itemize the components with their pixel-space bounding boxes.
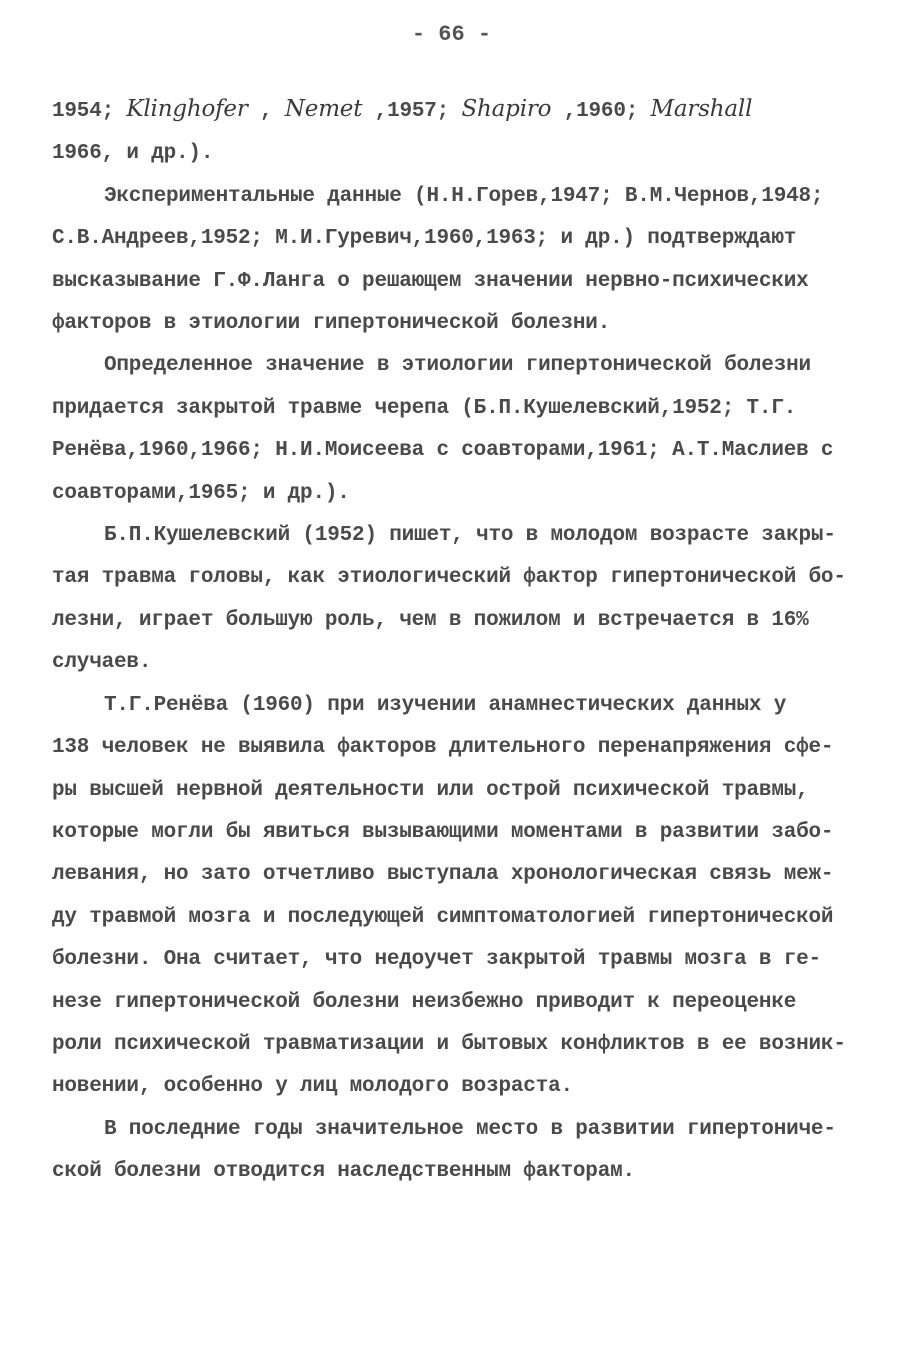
paragraph-start-trauma: Определенное значение в этиологии гипертонической болезни xyxy=(104,354,811,378)
year-1957: ,1957; xyxy=(374,100,450,123)
text-line-22: незе гипертонической болезни неизбежно приводит к переоценке xyxy=(52,990,797,1014)
handwritten-nemet: Nemet xyxy=(284,96,363,122)
paragraph-start-heredity: В последние годы значительное место в развитии гипертониче- xyxy=(104,1117,836,1141)
text-line-04: С.В.Андреев,1952; М.И.Гуревич,1960,1963; и др.) подтверждают xyxy=(52,227,797,251)
year-1954: 1954; xyxy=(52,100,115,123)
text-line-21: болезни. Она считает, что недоучет закрытой травмы мозга в ге- xyxy=(52,948,821,972)
paragraph-start-experimental: Экспериментальные данные (Н.Н.Горев,1947; В.М.Чернов,1948; xyxy=(104,184,824,208)
text-line-14: случаев. xyxy=(52,651,152,675)
year-1960: ,1960; xyxy=(563,100,639,123)
handwritten-marshall: Marshall xyxy=(650,96,753,122)
text-line-08: придается закрытой травме черепа (Б.П.Кушелевский,1952; Т.Г. xyxy=(52,396,797,420)
text-line-02: 1966, и др.). xyxy=(52,142,214,166)
text-line-17: ры высшей нервной деятельности или острой психической травмы, xyxy=(52,778,809,802)
text-line-13: лезни, играет большую роль, чем в пожилом и встречается в 16% xyxy=(52,608,809,632)
handwritten-klinghofer: Klinghofer xyxy=(126,96,248,122)
text-line-19: левания, но зато отчетливо выступала хронологическая связь меж- xyxy=(52,863,834,887)
text-line-16: 138 человек не выявила факторов длительного перенапряжения сфе- xyxy=(52,736,834,760)
text-line-23: роли психической травматизации и бытовых конфликтов в ее возник- xyxy=(52,1032,846,1056)
separator-comma: , xyxy=(260,100,273,123)
page-number: - 66 - xyxy=(411,22,492,47)
text-line-12: тая травма головы, как этиологический фактор гипертонической бо- xyxy=(52,566,846,590)
text-line-26: ской болезни отводится наследственным факторам. xyxy=(52,1160,635,1184)
paragraph-start-kushelevsky: Б.П.Кушелевский (1952) пишет, что в молодом возрасте закры- xyxy=(104,524,836,548)
text-line-01 xyxy=(52,88,862,133)
paragraph-start-reneva: Т.Г.Ренёва (1960) при изучении анамнестических данных у xyxy=(104,693,787,717)
handwritten-shapiro: Shapiro xyxy=(461,96,552,122)
text-line-09: Ренёва,1960,1966; Н.И.Моисеева с соавторами,1961; А.Т.Маслиев с xyxy=(52,439,834,463)
text-line-10: соавторами,1965; и др.). xyxy=(52,481,350,505)
text-line-18: которые могли бы явиться вызывающими моментами в развитии забо- xyxy=(52,820,834,844)
text-line-24: новении, особенно у лиц молодого возраста. xyxy=(52,1075,573,1099)
text-line-20: ду травмой мозга и последующей симптоматологией гипертонической xyxy=(52,905,834,929)
body-text xyxy=(52,88,862,1194)
text-line-06: факторов в этиологии гипертонической болезни. xyxy=(52,312,611,336)
text-line-05: высказывание Г.Ф.Ланга о решающем значении нервно-психических xyxy=(52,269,809,293)
